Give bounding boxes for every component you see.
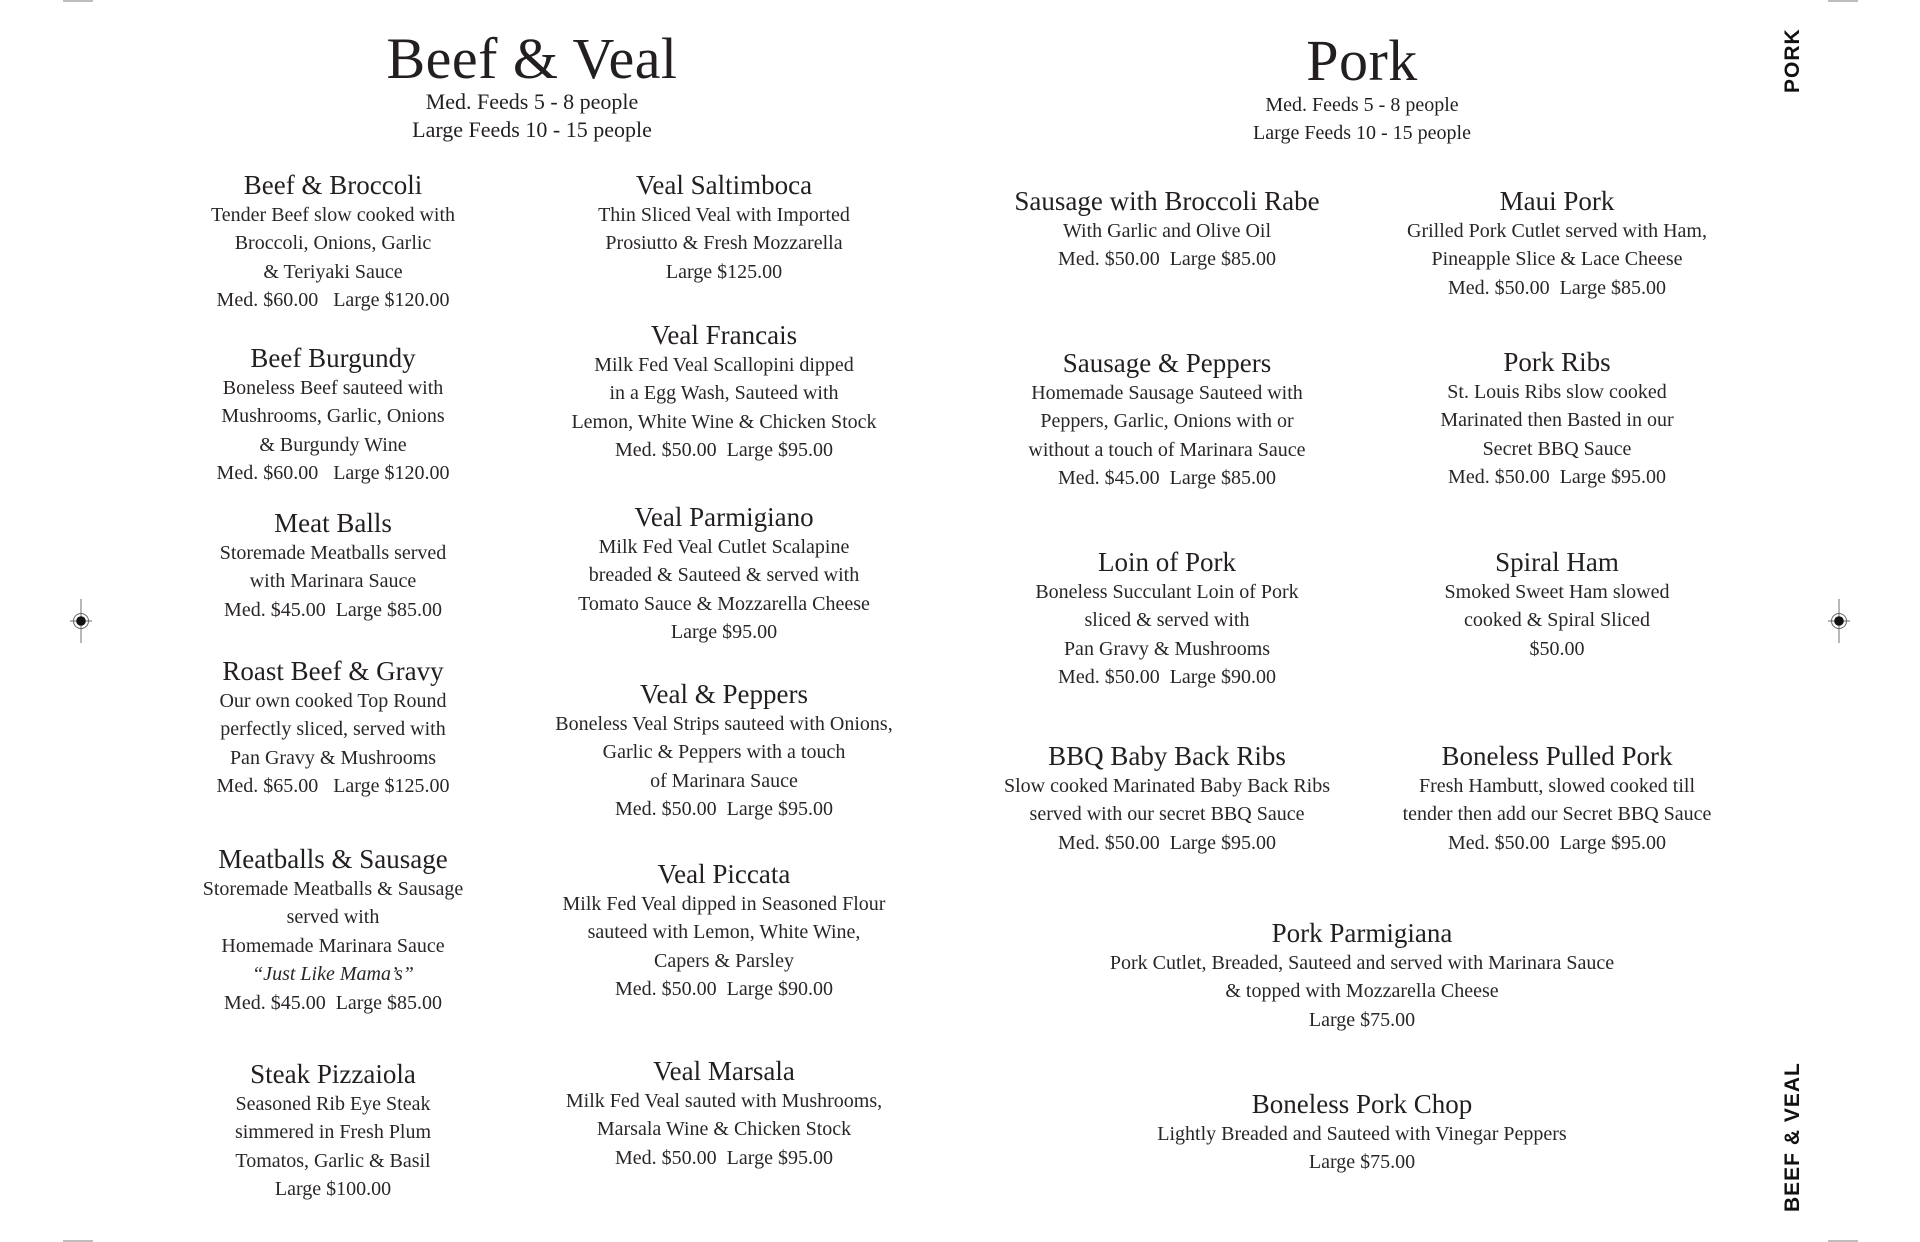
menu-item-roast-beef-gravy [217, 656, 450, 801]
item-desc: Boneless Beef sauteed with [222, 377, 444, 399]
item-desc: Homemade Marinara Sauce [221, 934, 445, 957]
item-name: Beef & Broccoli [243, 170, 423, 200]
item-name: Loin of Pork [1098, 547, 1236, 577]
item-desc: without a touch of Marinara Sauce [1028, 438, 1306, 461]
menu-item-meat-balls [220, 508, 447, 624]
item-price: Med. $50.00 Large $95.00 [1448, 831, 1666, 854]
item-price: $50.00 [1529, 637, 1585, 660]
item-name: Pork Ribs [1503, 347, 1611, 377]
item-desc: Secret BBQ Sauce [1482, 437, 1632, 460]
item-desc: Thin Sliced Veal with Imported [598, 204, 850, 226]
item-desc: Tomato Sauce & Mozzarella Cheese [578, 592, 870, 615]
item-name: Boneless Pork Chop [1251, 1089, 1473, 1119]
item-desc: Our own cooked Top Round [219, 690, 447, 712]
menu-item-veal-saltimboca [598, 170, 850, 286]
item-price: Med. $60.00 Large $120.00 [216, 289, 450, 312]
side-tab-pork: PORK [1781, 28, 1804, 93]
item-price: Large $100.00 [274, 1178, 392, 1201]
menu-item-sausage-broccoli-rabe [1014, 186, 1319, 274]
item-desc: & Burgundy Wine [259, 433, 407, 456]
menu-item-veal-peppers [555, 679, 892, 824]
item-price: Med. $50.00 Large $95.00 [615, 798, 833, 821]
item-price: Med. $45.00 Large $85.00 [1058, 467, 1276, 490]
item-name: Steak Pizzaiola [250, 1059, 416, 1089]
item-desc: & Teriyaki Sauce [263, 260, 403, 283]
item-desc: served with our secret BBQ Sauce [1029, 803, 1305, 826]
item-desc: Homemade Sausage Sauteed with [1031, 382, 1303, 404]
crop-mark-top-right [1828, 0, 1858, 2]
item-name: Veal Piccata [657, 859, 791, 889]
item-desc: St. Louis Ribs slow cooked [1447, 381, 1667, 403]
item-desc: Mushrooms, Garlic, Onions [221, 405, 445, 428]
item-desc: Garlic & Peppers with a touch [602, 741, 846, 764]
item-desc: Lemon, White Wine & Chicken Stock [571, 410, 877, 433]
serving-size-large: Large Feeds 10 - 15 people [412, 117, 652, 142]
item-desc: Storemade Meatballs & Sausage [202, 878, 464, 900]
item-desc: Milk Fed Veal Scallopini dipped [594, 354, 854, 376]
item-desc: Pork Cutlet, Breaded, Sauteed and served with Marinara Sauce [1109, 952, 1615, 974]
item-desc: Marsala Wine & Chicken Stock [596, 1118, 852, 1141]
item-desc: cooked & Spiral Sliced [1463, 609, 1651, 632]
item-price: Med. $50.00 Large $95.00 [1058, 831, 1276, 854]
item-price: Med. $50.00 Large $90.00 [615, 978, 833, 1001]
item-price: Med. $50.00 Large $85.00 [1448, 276, 1666, 299]
menu-item-spiral-ham [1445, 547, 1670, 663]
menu-item-veal-marsala [566, 1056, 882, 1172]
crop-mark-top-left [63, 0, 93, 2]
item-name: Veal Francais [650, 320, 798, 350]
section-title-beef-veal: Beef & Veal [386, 26, 678, 91]
registration-mark-right-icon [1828, 599, 1850, 643]
item-desc: Boneless Veal Strips sauteed with Onions, [555, 713, 893, 735]
item-name: Pork Parmigiana [1271, 918, 1453, 948]
item-price: Med. $50.00 Large $95.00 [615, 1146, 833, 1169]
item-desc: Tomatos, Garlic & Basil [235, 1149, 431, 1172]
item-desc: Tender Beef slow cooked with [210, 204, 456, 226]
item-name: Meatballs & Sausage [218, 844, 448, 874]
item-name: BBQ Baby Back Ribs [1048, 741, 1286, 771]
item-desc: Storemade Meatballs served [219, 542, 447, 564]
item-desc: breaded & Sauteed & served with [588, 564, 860, 587]
item-desc: Peppers, Garlic, Onions with or [1040, 410, 1294, 433]
item-name: Boneless Pulled Pork [1441, 741, 1673, 771]
menu-item-veal-francais [571, 320, 876, 465]
item-desc: Grilled Pork Cutlet served with Ham, [1407, 220, 1707, 242]
item-desc: Boneless Succulant Loin of Pork [1035, 581, 1299, 603]
item-name: Veal & Peppers [640, 679, 808, 709]
menu-item-veal-piccata [563, 859, 886, 1004]
menu-item-beef-burgundy [217, 343, 450, 488]
item-desc: of Marinara Sauce [650, 769, 798, 792]
item-desc: & topped with Mozzarella Cheese [1225, 980, 1499, 1003]
serving-size-med: Med. Feeds 5 - 8 people [1265, 94, 1459, 116]
item-name: Beef Burgundy [250, 343, 416, 373]
item-name: Sausage & Peppers [1062, 348, 1272, 378]
item-price: Med. $45.00 Large $85.00 [224, 598, 442, 621]
item-name: Sausage with Broccoli Rabe [1014, 186, 1320, 216]
menu-item-boneless-pulled-pork [1403, 741, 1712, 857]
item-price: Med. $60.00 Large $120.00 [216, 462, 450, 485]
menu-item-pork-parmigiana [1110, 918, 1614, 1034]
item-name: Veal Marsala [653, 1056, 795, 1086]
item-desc: With Garlic and Olive Oil [1062, 220, 1272, 242]
item-desc: with Marinara Sauce [249, 570, 417, 593]
item-desc: Slow cooked Marinated Baby Back Ribs [1003, 775, 1331, 797]
item-desc: Broccoli, Onions, Garlic [234, 232, 432, 255]
item-desc: sauteed with Lemon, White Wine, [587, 921, 861, 944]
item-desc: Milk Fed Veal Cutlet Scalapine [598, 536, 850, 558]
menu-item-beef-broccoli [211, 170, 455, 315]
menu-item-steak-pizzaiola [235, 1059, 431, 1204]
item-tagline: “Just Like Mama’s” [252, 963, 414, 986]
item-price: Med. $50.00 Large $90.00 [1058, 666, 1276, 689]
item-desc: in a Egg Wash, Sauteed with [609, 382, 839, 405]
menu-item-boneless-pork-chop [1157, 1089, 1566, 1177]
item-desc: Marinated then Basted in our [1440, 409, 1674, 432]
item-price: Large $75.00 [1308, 1008, 1416, 1031]
item-name: Veal Parmigiano [634, 502, 814, 532]
menu-item-bbq-baby-back-ribs [1004, 741, 1330, 857]
item-desc: perfectly sliced, served with [220, 718, 446, 741]
item-desc: Seasoned Rib Eye Steak [235, 1093, 431, 1115]
serving-size-large: Large Feeds 10 - 15 people [1253, 122, 1471, 144]
item-desc: Prosiutto & Fresh Mozzarella [605, 232, 843, 255]
item-desc: Pan Gravy & Mushrooms [229, 746, 437, 769]
menu-item-maui-pork [1407, 186, 1707, 302]
item-desc: tender then add our Secret BBQ Sauce [1402, 803, 1712, 826]
item-desc: served with [286, 906, 380, 929]
side-tab-beef-veal: BEEF & VEAL [1781, 1062, 1804, 1212]
item-price: Med. $50.00 Large $95.00 [615, 439, 833, 462]
item-desc: sliced & served with [1084, 609, 1250, 632]
item-desc: Pan Gravy & Mushrooms [1063, 637, 1271, 660]
item-name: Maui Pork [1499, 186, 1615, 216]
item-desc: Smoked Sweet Ham slowed [1444, 581, 1670, 603]
menu-item-meatballs-sausage [203, 844, 464, 1017]
menu-item-pork-ribs [1440, 347, 1673, 492]
item-price: Med. $50.00 Large $95.00 [1448, 466, 1666, 489]
menu-item-loin-of-pork [1035, 547, 1298, 692]
item-desc: Lightly Breaded and Sauteed with Vinegar Peppers [1157, 1123, 1567, 1145]
item-price: Large $75.00 [1308, 1151, 1416, 1174]
item-price: Large $125.00 [665, 260, 783, 283]
item-name: Meat Balls [274, 508, 392, 538]
item-price: Large $95.00 [670, 621, 778, 644]
item-desc: simmered in Fresh Plum [234, 1121, 432, 1144]
registration-mark-left-icon [70, 599, 92, 643]
item-desc: Pineapple Slice & Lace Cheese [1431, 248, 1683, 271]
item-name: Spiral Ham [1495, 547, 1619, 577]
item-name: Veal Saltimboca [635, 170, 813, 200]
item-desc: Capers & Parsley [654, 949, 794, 972]
menu-item-sausage-peppers [1028, 348, 1305, 493]
serving-size-med: Med. Feeds 5 - 8 people [425, 89, 639, 114]
item-desc: Milk Fed Veal dipped in Seasoned Flour [562, 893, 886, 915]
item-price: Med. $65.00 Large $125.00 [216, 775, 450, 798]
item-desc: Milk Fed Veal sauted with Mushrooms, [565, 1090, 883, 1112]
item-price: Med. $45.00 Large $85.00 [224, 991, 442, 1014]
item-desc: Fresh Hambutt, slowed cooked till [1418, 775, 1696, 797]
item-name: Roast Beef & Gravy [222, 656, 444, 686]
menu-item-veal-parmigiano [578, 502, 870, 647]
item-price: Med. $50.00 Large $85.00 [1058, 248, 1276, 271]
section-title-pork: Pork [1306, 28, 1418, 93]
